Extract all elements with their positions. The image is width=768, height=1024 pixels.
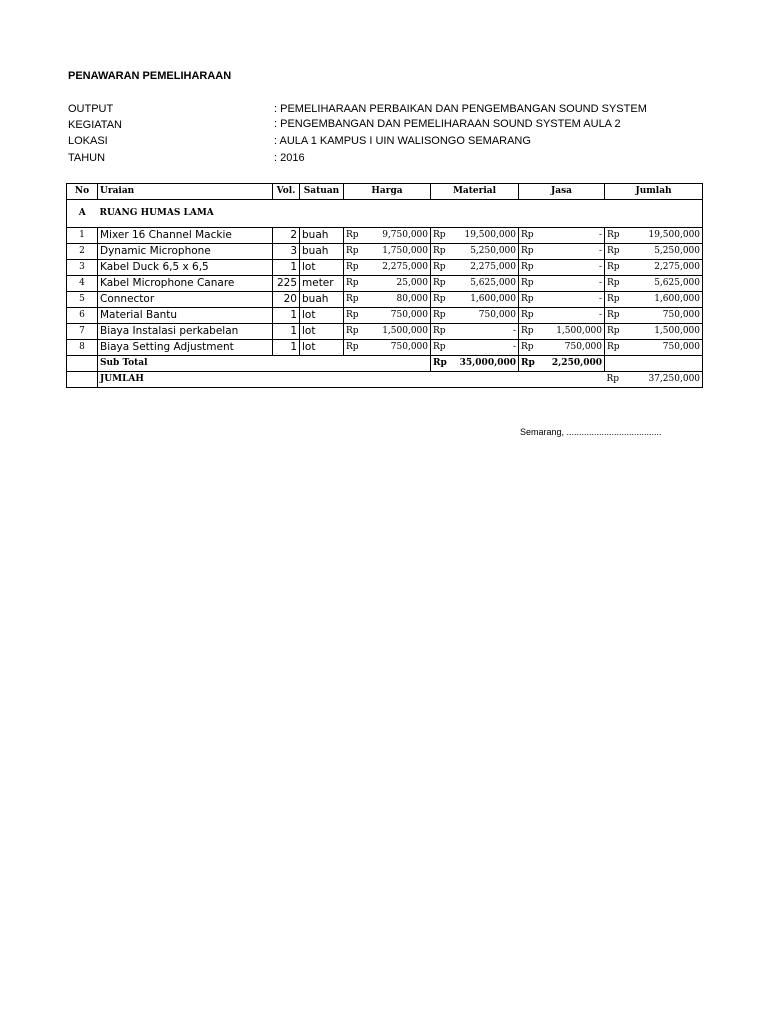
currency-label: Rp: [344, 324, 366, 340]
info-value: : AULA 1 KAMPUS I UIN WALISONGO SEMARANG: [274, 135, 531, 147]
item-uraian: Biaya Setting Adjustment: [98, 340, 273, 356]
currency-label: Rp: [519, 276, 541, 292]
item-harga: 750,000: [366, 340, 431, 356]
item-uraian: Kabel Microphone Canare: [98, 276, 273, 292]
item-harga: 1,500,000: [366, 324, 431, 340]
item-vol: 1: [273, 324, 300, 340]
info-label: TAHUN: [68, 152, 106, 164]
item-material: 2,275,000: [453, 260, 519, 276]
item-material: 5,625,000: [453, 276, 519, 292]
cost-table: [66, 183, 703, 388]
table-row: [67, 292, 703, 308]
header-no: No: [67, 184, 98, 200]
item-vol: 1: [273, 260, 300, 276]
subtotal-blank: [67, 356, 98, 372]
item-harga: 1,750,000: [366, 244, 431, 260]
section-code: A: [67, 200, 98, 228]
currency-label: Rp: [431, 308, 453, 324]
section-name: RUANG HUMAS LAMA: [98, 200, 703, 228]
total-label: JUMLAH: [98, 372, 605, 388]
item-uraian: Dynamic Microphone: [98, 244, 273, 260]
currency-label: Rp: [605, 260, 627, 276]
info-value: : 2016: [274, 152, 305, 164]
currency-label: Rp: [605, 228, 627, 244]
item-vol: 1: [273, 308, 300, 324]
item-vol: 3: [273, 244, 300, 260]
currency-label: Rp: [519, 324, 541, 340]
item-satuan: lot: [300, 340, 344, 356]
total-blank: [67, 372, 98, 388]
currency-label: Rp: [605, 292, 627, 308]
currency-label: Rp: [519, 228, 541, 244]
item-uraian: Biaya Instalasi perkabelan: [98, 324, 273, 340]
table-row: [67, 260, 703, 276]
currency-label: Rp: [431, 260, 453, 276]
currency-label: Rp: [344, 276, 366, 292]
item-jumlah: 2,275,000: [627, 260, 703, 276]
table-row: [67, 324, 703, 340]
item-uraian: Mixer 16 Channel Mackie: [98, 228, 273, 244]
item-jasa: -: [541, 260, 605, 276]
table-row: [67, 276, 703, 292]
item-material: -: [453, 324, 519, 340]
item-harga: 750,000: [366, 308, 431, 324]
item-no: 6: [67, 308, 98, 324]
currency-label: Rp: [431, 340, 453, 356]
info-label: LOKASI: [68, 135, 108, 147]
info-value: : PENGEMBANGAN DAN PEMELIHARAAN SOUND SYSTEM AULA 2: [274, 118, 621, 130]
item-jasa: -: [541, 228, 605, 244]
table-row: [67, 308, 703, 324]
item-harga: 25,000: [366, 276, 431, 292]
info-label: OUTPUT: [68, 103, 114, 115]
item-jasa: 750,000: [541, 340, 605, 356]
table-row: [67, 228, 703, 244]
item-uraian: Connector: [98, 292, 273, 308]
item-no: 3: [67, 260, 98, 276]
item-no: 2: [67, 244, 98, 260]
currency-label: Rp: [431, 228, 453, 244]
currency-label: Rp: [519, 356, 541, 372]
item-harga: 80,000: [366, 292, 431, 308]
currency-label: Rp: [344, 260, 366, 276]
item-jumlah: 19,500,000: [627, 228, 703, 244]
subtotal-jumlah-blank: [605, 356, 703, 372]
item-jumlah: 5,625,000: [627, 276, 703, 292]
item-vol: 2: [273, 228, 300, 244]
item-harga: 9,750,000: [366, 228, 431, 244]
item-no: 7: [67, 324, 98, 340]
item-material: 750,000: [453, 308, 519, 324]
currency-label: Rp: [519, 292, 541, 308]
item-satuan: buah: [300, 292, 344, 308]
item-jasa: -: [541, 308, 605, 324]
info-label: KEGIATAN: [68, 119, 122, 131]
item-vol: 1: [273, 340, 300, 356]
item-material: -: [453, 340, 519, 356]
subtotal-material: 35,000,000: [453, 356, 519, 372]
item-jumlah: 5,250,000: [627, 244, 703, 260]
currency-label: Rp: [519, 244, 541, 260]
item-jumlah: 750,000: [627, 340, 703, 356]
item-jasa: -: [541, 292, 605, 308]
currency-label: Rp: [605, 324, 627, 340]
currency-label: Rp: [431, 324, 453, 340]
item-satuan: lot: [300, 324, 344, 340]
currency-label: Rp: [431, 292, 453, 308]
header-jasa: Jasa: [519, 184, 605, 200]
item-material: 19,500,000: [453, 228, 519, 244]
item-satuan: meter: [300, 276, 344, 292]
currency-label: Rp: [605, 372, 627, 388]
currency-label: Rp: [344, 308, 366, 324]
total-jumlah: 37,250,000: [627, 372, 703, 388]
subtotal-jasa: 2,250,000: [541, 356, 605, 372]
currency-label: Rp: [605, 340, 627, 356]
subtotal-row: [67, 356, 703, 372]
item-material: 1,600,000: [453, 292, 519, 308]
item-jumlah: 1,500,000: [627, 324, 703, 340]
table-row: [67, 244, 703, 260]
currency-label: Rp: [605, 276, 627, 292]
header-jumlah: Jumlah: [605, 184, 703, 200]
currency-label: Rp: [605, 308, 627, 324]
currency-label: Rp: [605, 244, 627, 260]
item-jasa: -: [541, 244, 605, 260]
currency-label: Rp: [519, 260, 541, 276]
document-title: PENAWARAN PEMELIHARAAN: [68, 70, 232, 82]
item-jasa: 1,500,000: [541, 324, 605, 340]
header-uraian: Uraian: [98, 184, 273, 200]
info-value: : PEMELIHARAAN PERBAIKAN DAN PENGEMBANGAN SOUND SYSTEM: [274, 103, 647, 115]
currency-label: Rp: [344, 228, 366, 244]
subtotal-label: Sub Total: [98, 356, 431, 372]
item-uraian: Kabel Duck 6,5 x 6,5: [98, 260, 273, 276]
currency-label: Rp: [519, 308, 541, 324]
item-vol: 20: [273, 292, 300, 308]
item-jumlah: 750,000: [627, 308, 703, 324]
item-satuan: lot: [300, 260, 344, 276]
item-harga: 2,275,000: [366, 260, 431, 276]
header-harga: Harga: [344, 184, 431, 200]
item-no: 4: [67, 276, 98, 292]
currency-label: Rp: [431, 244, 453, 260]
currency-label: Rp: [344, 340, 366, 356]
header-material: Material: [431, 184, 519, 200]
currency-label: Rp: [431, 356, 453, 372]
item-no: 8: [67, 340, 98, 356]
item-vol: 225: [273, 276, 300, 292]
item-jasa: -: [541, 276, 605, 292]
item-satuan: buah: [300, 228, 344, 244]
item-uraian: Material Bantu: [98, 308, 273, 324]
header-vol: Vol.: [273, 184, 300, 200]
currency-label: Rp: [344, 244, 366, 260]
section-row: [67, 200, 703, 228]
currency-label: Rp: [344, 292, 366, 308]
item-satuan: buah: [300, 244, 344, 260]
total-row: [67, 372, 703, 388]
item-jumlah: 1,600,000: [627, 292, 703, 308]
item-no: 1: [67, 228, 98, 244]
table-header-row: [67, 184, 703, 200]
table-row: [67, 340, 703, 356]
currency-label: Rp: [431, 276, 453, 292]
item-material: 5,250,000: [453, 244, 519, 260]
header-satuan: Satuan: [300, 184, 344, 200]
item-satuan: lot: [300, 308, 344, 324]
currency-label: Rp: [519, 340, 541, 356]
item-no: 5: [67, 292, 98, 308]
signature-place-date: Semarang, ......................................: [520, 427, 662, 437]
